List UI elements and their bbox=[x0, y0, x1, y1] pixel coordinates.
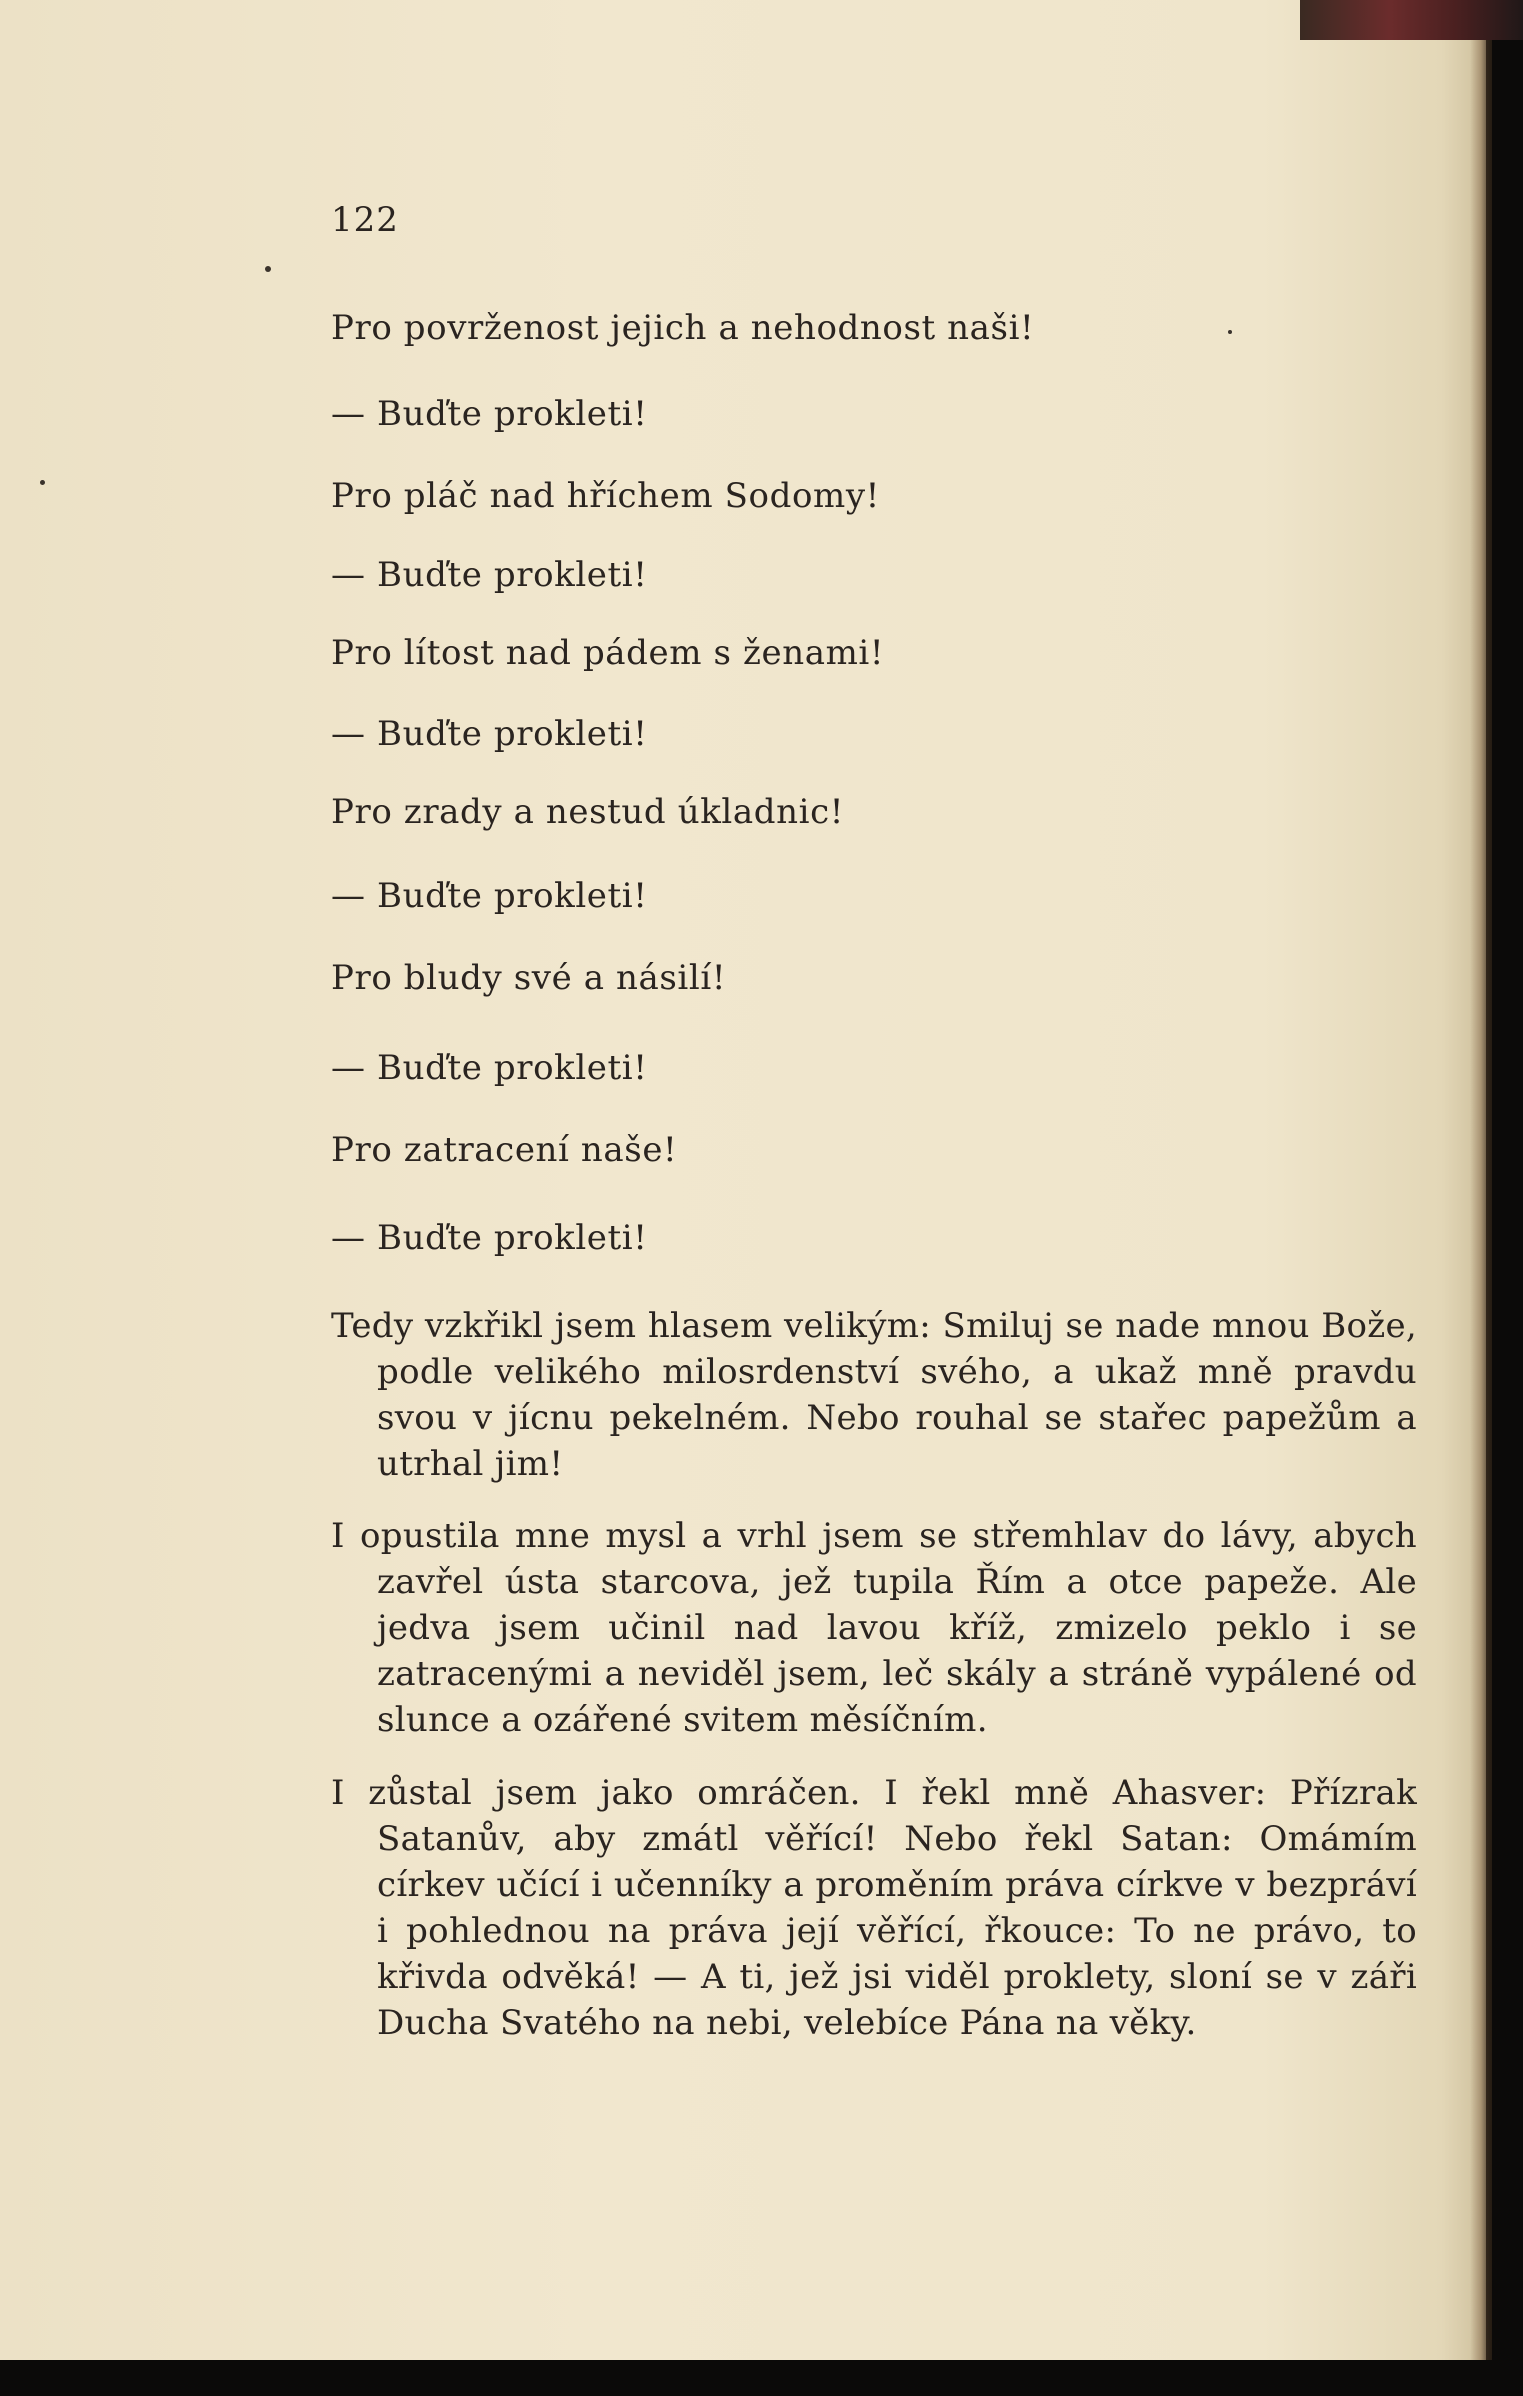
paragraph: I zůstal jsem jako omráčen. I řekl mně Ahasver: Přízrak Satanův, aby zmátl věřící! Nebo řekl Satan: Omámím církev učící i učenníky a proměním práva církve v bezpráví i pohlednou na práva její věřící, řkouce: To ne právo, to křivda odvěká! — A ti, jež jsi viděl proklety, sloní se v záři Ducha Svatého na nebi, velebíce Pána na věky. bbox=[331, 1773, 1417, 2043]
litany-response: — Buďte prokleti! bbox=[331, 876, 648, 916]
page-number: 122 bbox=[331, 200, 399, 240]
litany-line: Pro lítost nad pádem s ženami! bbox=[331, 633, 885, 673]
litany-response: — Buďte prokleti! bbox=[331, 1048, 648, 1088]
litany-response: — Buďte prokleti! bbox=[331, 394, 648, 434]
litany-response: — Buďte prokleti! bbox=[331, 714, 648, 754]
litany-line: Pro povrženost jejich a nehodnost naši! bbox=[331, 308, 1035, 348]
litany-line: Pro zrady a nestud úkladnic! bbox=[331, 792, 844, 832]
litany-line: Pro pláč nad hříchem Sodomy! bbox=[331, 476, 880, 516]
paragraph: Tedy vzkřikl jsem hlasem velikým: Smiluj se nade mnou Bože, podle velikého milosrdenství svého, a ukaž mně pravdu svou v jícnu pekelném. Nebo rouhal se stařec papežům a utrhal jim! bbox=[331, 1306, 1417, 1484]
bottom-edge bbox=[0, 2360, 1523, 2396]
litany-line: Pro bludy své a násilí! bbox=[331, 958, 727, 998]
litany-line: Pro zatracení naše! bbox=[331, 1130, 678, 1170]
paragraph: I opustila mne mysl a vrhl jsem se střemhlav do lávy, abych zavřel ústa starcova, jež tupila Řím a otce papeže. Ale jedva jsem učinil nad lavou kříž, zmizelo peklo i se zatracenými a neviděl jsem, leč skály a stráně vypálené od slunce a ozářené svitem měsíčním. bbox=[331, 1516, 1417, 1740]
litany-response: — Buďte prokleti! bbox=[331, 555, 648, 595]
litany-response: — Buďte prokleti! bbox=[331, 1218, 648, 1258]
